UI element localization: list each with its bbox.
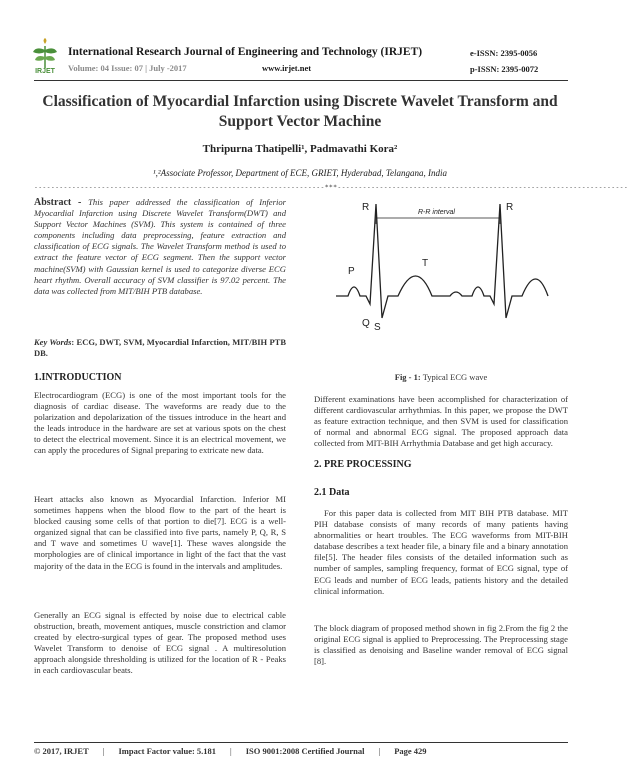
data-paragraph-1: For this paper data is collected from MIT BIH PTB database. MIT PIH database consists of many records of many patients having abnormalities or heart troubles. The ECG waveforms from MIT-BIH database describes a text header file, a binary file and a binary annotation file[5]. The header files consists of the detailed information such as number of samples, sampling frequency, format of ECG signal, type of ECG leads and number of ECG leads, patients history and the detailed clinical information. bbox=[314, 508, 568, 596]
intro-paragraph-2: Heart attacks also known as Myocardial Infarction. Inferior MI sometimes happens when the blood flow to the part of the heart is blocked causing some cells of that portion to die[7]. ECG is a well-organized signal that can be classified into five parts, namely P, Q, R, S and T wave and sometimes U wave[1]. These waves alongside the morphologies are of clinical importance in light of the fact that the vast majority of the data in the ECG is found in the intervals and amplitudes. bbox=[34, 494, 286, 571]
intro-paragraph-3: Generally an ECG signal is effected by noise due to electrical cable obstruction, breath, movement antiques, muscle constriction and clamor created by electro-surgical types of gear. The proposed method uses Wavelet Transform to denoise of ECG signal . A multiresolution approach alongside thresholding is utilized for the location of R - Peaks in each cardiovascular beats. bbox=[34, 610, 286, 676]
e-issn: e-ISSN: 2395-0056 bbox=[470, 48, 538, 58]
figure-caption-label: Fig - 1: bbox=[394, 372, 421, 382]
ecg-waveform-line bbox=[336, 204, 548, 318]
section-heading-introduction: 1.INTRODUCTION bbox=[34, 372, 122, 383]
abstract bbox=[34, 197, 286, 297]
volume-info: Volume: 04 Issue: 07 | July -2017 bbox=[68, 63, 187, 73]
footer-impact-factor: Impact Factor value: 5.181 bbox=[118, 746, 217, 756]
paper-title: Classification of Myocardial Infarction using Discrete Wavelet Transform and Support Vector Machine bbox=[42, 93, 558, 130]
title-separator: ---------------------------------------------------------------------***--------------------------------------------------------------------- bbox=[34, 183, 628, 191]
keywords-label: Key Words bbox=[34, 337, 72, 347]
abstract-text: This paper addressed the classification of Inferior Myocardial Infarction using Discrete Wavelet Transform(DWT) and Support Vector Machines (SVM). This system is contained of three components including data preprocessing, feature extraction and classification of ECG signals. The Wavelet Transform method is used to extract the feature vector of ECG segment. Then the support vector machine(SVM) with Gaussian kernel is used to categorize diverse ECG heart rhythm. Overall accuracy of SVM classifier is 97.02 percent. The data was collected from MIT/BIH PTB database. bbox=[34, 197, 286, 296]
label-r-left: R bbox=[362, 202, 370, 213]
label-q: Q bbox=[362, 318, 370, 329]
data-paragraph-2: The block diagram of proposed method shown in fig 2.From the fig 2 the original ECG signal is applied to Preprocessing. The Preprocessing stage is classified as denoising and Baseline wander removal of ECG signal [8]. bbox=[314, 623, 568, 667]
ecg-figure bbox=[332, 196, 554, 348]
footer-page-number: Page 429 bbox=[394, 746, 427, 756]
journal-name: International Research Journal of Engineering and Technology (IRJET) bbox=[68, 46, 423, 58]
subsection-heading-data: 2.1 Data bbox=[314, 487, 350, 498]
irjet-logo bbox=[30, 38, 60, 80]
section-heading-pre-processing: 2. PRE PROCESSING bbox=[314, 459, 412, 470]
right-paragraph-1: Different examinations have been accomplished for characterization of different cardiovascular arrhythmias. In this paper, we propose the DWT as feature extraction technique, and then SVM is used for classification of normal and abnormal ECG signal. The proposed approach data collected from MIT-BIH Arrhythmia Database and get high accuracy. bbox=[314, 394, 568, 449]
footer-iso: ISO 9001:2008 Certified Journal bbox=[245, 746, 365, 756]
keywords bbox=[34, 337, 286, 359]
label-p: P bbox=[348, 266, 355, 277]
header-divider bbox=[34, 80, 568, 81]
footer-divider bbox=[34, 742, 568, 743]
logo-text: IRJET bbox=[35, 68, 55, 75]
p-issn: p-ISSN: 2395-0072 bbox=[470, 64, 539, 74]
paper-authors: Thripurna Thatipelli¹, Padmavathi Kora² bbox=[202, 143, 398, 155]
keywords-text: : ECG, DWT, SVM, Myocardial Infarction, MIT/BIH PTB DB. bbox=[34, 337, 286, 358]
paper-affiliation: ¹,²Associate Professor, Department of ECE, GRIET, Hyderabad, Telangana, India bbox=[152, 168, 448, 178]
journal-website[interactable]: www.irjet.net bbox=[262, 63, 312, 73]
page-footer: © 2017, IRJET | Impact Factor value: 5.181 | ISO 9001:2008 Certified Journal | Page 429 bbox=[34, 746, 427, 756]
figure-caption-text: Typical ECG wave bbox=[420, 372, 488, 382]
label-t: T bbox=[422, 258, 429, 269]
label-s: S bbox=[374, 322, 381, 333]
footer-copyright: © 2017, IRJET bbox=[34, 746, 89, 756]
label-rr-interval: R-R interval bbox=[418, 209, 455, 216]
figure-caption bbox=[314, 372, 568, 382]
abstract-label: Abstract - bbox=[34, 197, 89, 208]
intro-paragraph-1: Electrocardiogram (ECG) is one of the most important tools for the diagnosis of cardiac disease. The waveforms are ready due to the polarization and depolarization of the tissues introduce in the heart and the leads introduce in the hardware are set at various spots on the chest to detect the electrical movement. Since it is an electrical movement, we can apply the procedures of Signal preparing to extricate new data. bbox=[34, 390, 286, 456]
label-r-right: R bbox=[506, 202, 514, 213]
ecg-wave-diagram bbox=[332, 196, 554, 348]
